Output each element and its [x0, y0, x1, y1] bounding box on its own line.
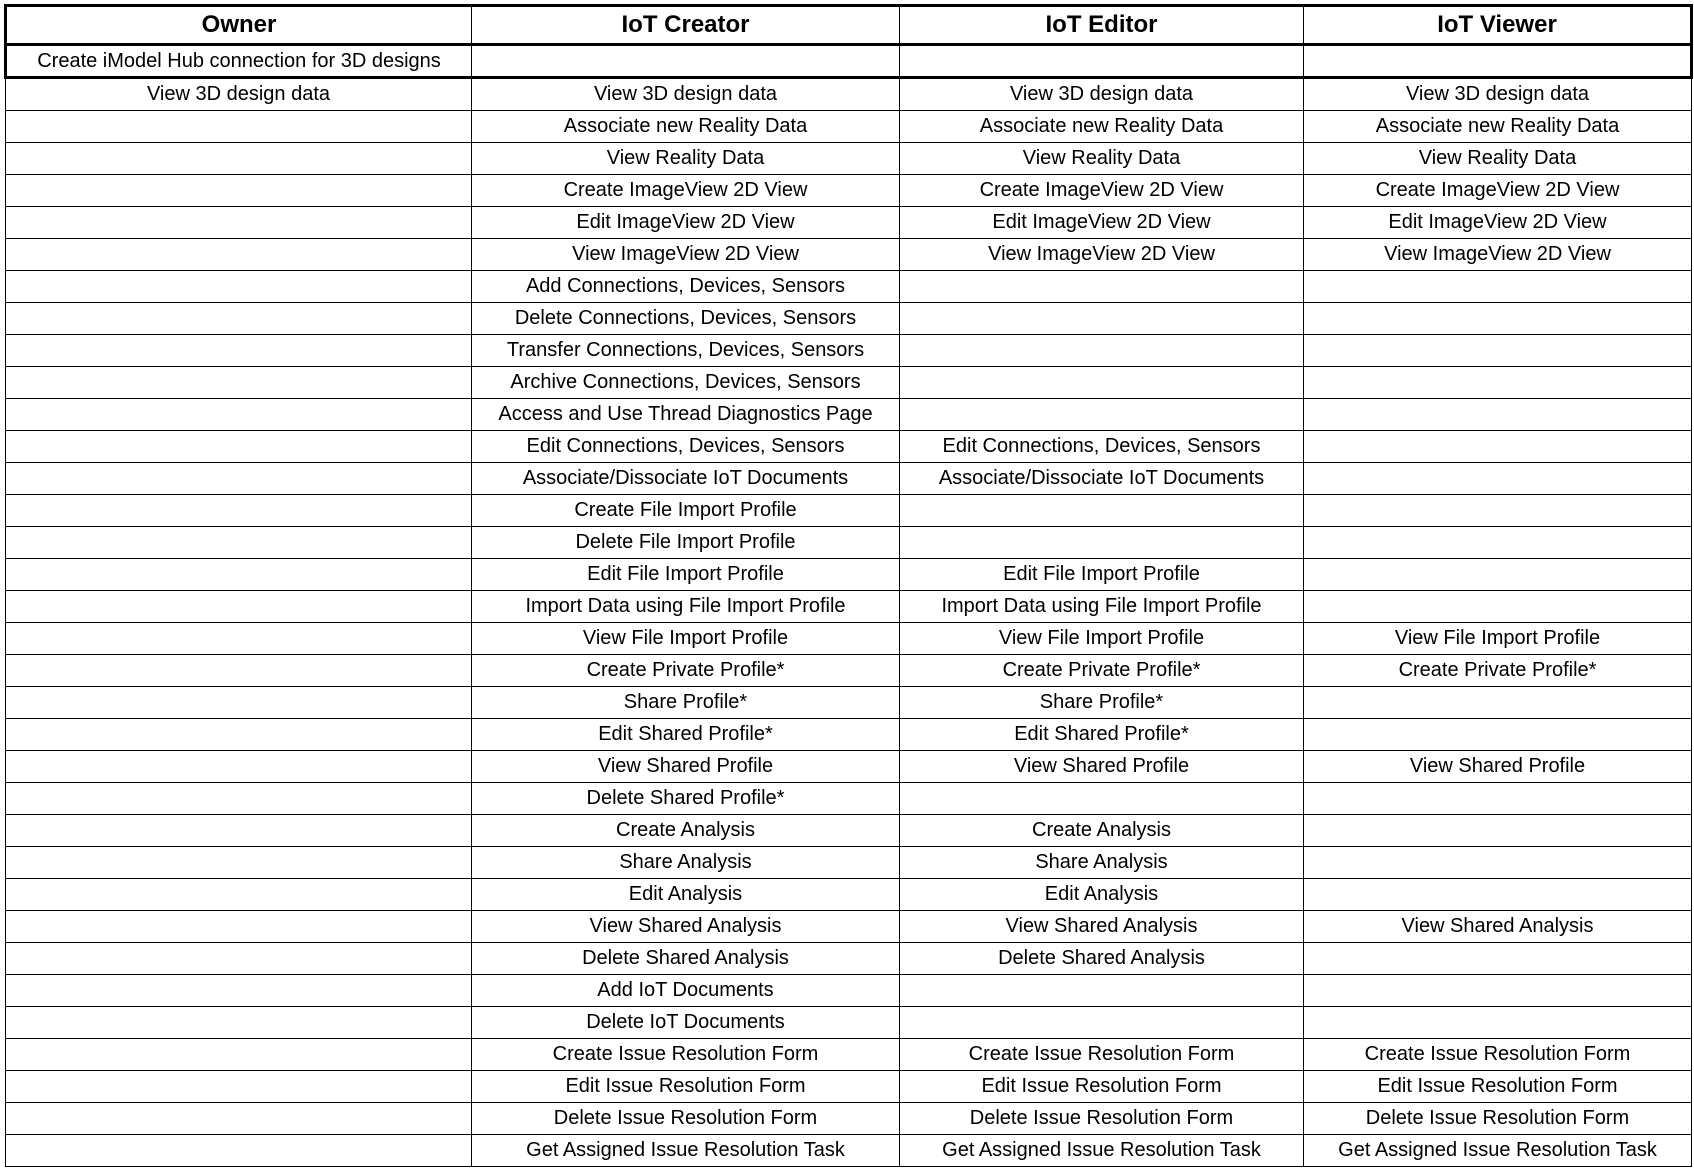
cell-owner — [6, 367, 472, 399]
cell-iot-viewer — [1304, 879, 1692, 911]
cell-iot-viewer — [1304, 559, 1692, 591]
cell-iot-viewer — [1304, 783, 1692, 815]
permissions-table — [4, 4, 1693, 1167]
table-row — [6, 687, 1692, 719]
cell-iot-viewer — [1304, 431, 1692, 463]
table-row — [6, 1103, 1692, 1135]
table-row — [6, 847, 1692, 879]
cell-iot-editor: Associate/Dissociate IoT Documents — [900, 463, 1304, 495]
cell-iot-viewer: Create Issue Resolution Form — [1304, 1039, 1692, 1071]
cell-owner — [6, 1039, 472, 1071]
cell-iot-creator: Delete Shared Analysis — [472, 943, 900, 975]
cell-iot-editor: View ImageView 2D View — [900, 239, 1304, 271]
cell-owner — [6, 975, 472, 1007]
cell-iot-editor: Create Private Profile* — [900, 655, 1304, 687]
cell-iot-creator: Share Analysis — [472, 847, 900, 879]
cell-iot-editor: Get Assigned Issue Resolution Task — [900, 1135, 1304, 1167]
cell-iot-creator: Archive Connections, Devices, Sensors — [472, 367, 900, 399]
cell-iot-viewer — [1304, 847, 1692, 879]
cell-owner — [6, 655, 472, 687]
cell-iot-viewer — [1304, 687, 1692, 719]
cell-iot-creator: Create ImageView 2D View — [472, 175, 900, 207]
table-row — [6, 495, 1692, 527]
cell-owner — [6, 559, 472, 591]
cell-owner — [6, 815, 472, 847]
table-row — [6, 719, 1692, 751]
cell-iot-viewer — [1304, 335, 1692, 367]
cell-iot-viewer — [1304, 367, 1692, 399]
cell-iot-viewer: Get Assigned Issue Resolution Task — [1304, 1135, 1692, 1167]
cell-iot-editor: Create Issue Resolution Form — [900, 1039, 1304, 1071]
cell-owner — [6, 431, 472, 463]
cell-owner — [6, 399, 472, 431]
cell-iot-creator: Access and Use Thread Diagnostics Page — [472, 399, 900, 431]
table-row — [6, 78, 1692, 111]
cell-owner — [6, 495, 472, 527]
cell-iot-creator: View Shared Profile — [472, 751, 900, 783]
cell-iot-editor — [900, 45, 1304, 78]
header-iot-creator: IoT Creator — [472, 6, 900, 45]
cell-iot-creator: Edit File Import Profile — [472, 559, 900, 591]
cell-iot-editor: Import Data using File Import Profile — [900, 591, 1304, 623]
cell-owner — [6, 911, 472, 943]
cell-owner — [6, 1071, 472, 1103]
cell-owner — [6, 943, 472, 975]
cell-iot-viewer: Associate new Reality Data — [1304, 111, 1692, 143]
cell-iot-creator: View 3D design data — [472, 78, 900, 111]
cell-iot-creator: Create Analysis — [472, 815, 900, 847]
cell-owner — [6, 1103, 472, 1135]
cell-iot-viewer: Delete Issue Resolution Form — [1304, 1103, 1692, 1135]
cell-iot-creator: Associate new Reality Data — [472, 111, 900, 143]
header-iot-editor: IoT Editor — [900, 6, 1304, 45]
cell-iot-creator: View File Import Profile — [472, 623, 900, 655]
cell-iot-viewer: View ImageView 2D View — [1304, 239, 1692, 271]
cell-iot-viewer: View Reality Data — [1304, 143, 1692, 175]
table-row — [6, 1007, 1692, 1039]
cell-owner: Create iModel Hub connection for 3D designs — [6, 45, 472, 78]
cell-owner — [6, 623, 472, 655]
table-header — [6, 6, 1692, 45]
cell-iot-viewer — [1304, 463, 1692, 495]
cell-iot-editor: View 3D design data — [900, 78, 1304, 111]
cell-iot-editor: Edit Analysis — [900, 879, 1304, 911]
cell-iot-viewer: Edit ImageView 2D View — [1304, 207, 1692, 239]
cell-iot-creator: Delete IoT Documents — [472, 1007, 900, 1039]
cell-owner — [6, 879, 472, 911]
table-row — [6, 1039, 1692, 1071]
cell-iot-viewer — [1304, 815, 1692, 847]
cell-iot-editor: View Reality Data — [900, 143, 1304, 175]
cell-iot-editor: Delete Issue Resolution Form — [900, 1103, 1304, 1135]
table-row — [6, 335, 1692, 367]
table-row — [6, 911, 1692, 943]
cell-iot-editor — [900, 335, 1304, 367]
cell-iot-editor — [900, 527, 1304, 559]
cell-owner — [6, 335, 472, 367]
table-row — [6, 751, 1692, 783]
cell-iot-editor: Share Analysis — [900, 847, 1304, 879]
table-row — [6, 45, 1692, 78]
cell-owner — [6, 303, 472, 335]
cell-iot-viewer — [1304, 943, 1692, 975]
table-row — [6, 1135, 1692, 1167]
cell-iot-creator: Edit Analysis — [472, 879, 900, 911]
cell-iot-creator: Import Data using File Import Profile — [472, 591, 900, 623]
cell-owner — [6, 1007, 472, 1039]
header-owner: Owner — [6, 6, 472, 45]
cell-owner: View 3D design data — [6, 78, 472, 111]
table-row — [6, 111, 1692, 143]
cell-iot-creator: Edit Issue Resolution Form — [472, 1071, 900, 1103]
table-row — [6, 207, 1692, 239]
cell-iot-creator: Delete Issue Resolution Form — [472, 1103, 900, 1135]
cell-owner — [6, 463, 472, 495]
cell-owner — [6, 527, 472, 559]
cell-owner — [6, 239, 472, 271]
cell-owner — [6, 143, 472, 175]
table-row — [6, 879, 1692, 911]
cell-owner — [6, 175, 472, 207]
table-row — [6, 1071, 1692, 1103]
cell-iot-creator: Edit Shared Profile* — [472, 719, 900, 751]
table-row — [6, 815, 1692, 847]
cell-owner — [6, 271, 472, 303]
cell-iot-creator: Create Issue Resolution Form — [472, 1039, 900, 1071]
table-row — [6, 783, 1692, 815]
cell-iot-creator — [472, 45, 900, 78]
table-body — [6, 45, 1692, 1167]
cell-iot-viewer — [1304, 303, 1692, 335]
table-row — [6, 591, 1692, 623]
cell-iot-creator: Associate/Dissociate IoT Documents — [472, 463, 900, 495]
cell-iot-editor: Create Analysis — [900, 815, 1304, 847]
cell-iot-viewer — [1304, 719, 1692, 751]
cell-owner — [6, 207, 472, 239]
table-row — [6, 143, 1692, 175]
permissions-sheet — [4, 4, 1690, 1167]
table-row — [6, 367, 1692, 399]
cell-iot-creator: Add Connections, Devices, Sensors — [472, 271, 900, 303]
header-row — [6, 6, 1692, 45]
table-row — [6, 623, 1692, 655]
cell-iot-editor: View Shared Profile — [900, 751, 1304, 783]
cell-iot-viewer — [1304, 1007, 1692, 1039]
cell-iot-viewer — [1304, 271, 1692, 303]
cell-iot-editor: Edit ImageView 2D View — [900, 207, 1304, 239]
cell-iot-editor: Associate new Reality Data — [900, 111, 1304, 143]
cell-owner — [6, 847, 472, 879]
cell-iot-editor — [900, 975, 1304, 1007]
cell-iot-viewer — [1304, 975, 1692, 1007]
cell-iot-creator: View Reality Data — [472, 143, 900, 175]
cell-iot-creator: Create Private Profile* — [472, 655, 900, 687]
cell-iot-creator: Share Profile* — [472, 687, 900, 719]
cell-iot-creator: Edit Connections, Devices, Sensors — [472, 431, 900, 463]
table-row — [6, 527, 1692, 559]
header-iot-viewer: IoT Viewer — [1304, 6, 1692, 45]
cell-owner — [6, 783, 472, 815]
cell-iot-viewer: Edit Issue Resolution Form — [1304, 1071, 1692, 1103]
table-row — [6, 399, 1692, 431]
cell-iot-creator: Transfer Connections, Devices, Sensors — [472, 335, 900, 367]
cell-iot-editor: Share Profile* — [900, 687, 1304, 719]
cell-iot-editor: View File Import Profile — [900, 623, 1304, 655]
cell-iot-creator: View ImageView 2D View — [472, 239, 900, 271]
cell-owner — [6, 591, 472, 623]
cell-iot-editor: Create ImageView 2D View — [900, 175, 1304, 207]
cell-iot-editor: Edit Shared Profile* — [900, 719, 1304, 751]
cell-iot-creator: Delete File Import Profile — [472, 527, 900, 559]
cell-owner — [6, 111, 472, 143]
table-row — [6, 943, 1692, 975]
table-row — [6, 431, 1692, 463]
cell-iot-creator: Delete Connections, Devices, Sensors — [472, 303, 900, 335]
cell-iot-creator: View Shared Analysis — [472, 911, 900, 943]
cell-iot-creator: Get Assigned Issue Resolution Task — [472, 1135, 900, 1167]
table-row — [6, 175, 1692, 207]
cell-iot-editor — [900, 399, 1304, 431]
table-row — [6, 239, 1692, 271]
cell-iot-viewer: View File Import Profile — [1304, 623, 1692, 655]
cell-iot-viewer: View Shared Analysis — [1304, 911, 1692, 943]
cell-iot-viewer: View Shared Profile — [1304, 751, 1692, 783]
cell-iot-editor: Delete Shared Analysis — [900, 943, 1304, 975]
table-row — [6, 975, 1692, 1007]
table-row — [6, 303, 1692, 335]
table-row — [6, 463, 1692, 495]
cell-owner — [6, 687, 472, 719]
cell-owner — [6, 719, 472, 751]
cell-iot-viewer — [1304, 527, 1692, 559]
cell-iot-editor: Edit Connections, Devices, Sensors — [900, 431, 1304, 463]
cell-iot-editor — [900, 367, 1304, 399]
cell-iot-viewer: View 3D design data — [1304, 78, 1692, 111]
cell-iot-editor — [900, 271, 1304, 303]
cell-iot-editor: View Shared Analysis — [900, 911, 1304, 943]
cell-iot-editor: Edit File Import Profile — [900, 559, 1304, 591]
cell-iot-viewer — [1304, 45, 1692, 78]
cell-iot-editor — [900, 303, 1304, 335]
cell-iot-editor — [900, 1007, 1304, 1039]
cell-iot-creator: Add IoT Documents — [472, 975, 900, 1007]
table-row — [6, 271, 1692, 303]
cell-iot-editor: Edit Issue Resolution Form — [900, 1071, 1304, 1103]
cell-iot-viewer — [1304, 495, 1692, 527]
cell-iot-viewer: Create ImageView 2D View — [1304, 175, 1692, 207]
cell-owner — [6, 1135, 472, 1167]
table-row — [6, 655, 1692, 687]
table-row — [6, 559, 1692, 591]
cell-iot-viewer — [1304, 399, 1692, 431]
cell-iot-viewer: Create Private Profile* — [1304, 655, 1692, 687]
cell-iot-creator: Delete Shared Profile* — [472, 783, 900, 815]
cell-iot-editor — [900, 783, 1304, 815]
cell-iot-creator: Edit ImageView 2D View — [472, 207, 900, 239]
cell-owner — [6, 751, 472, 783]
cell-iot-viewer — [1304, 591, 1692, 623]
cell-iot-editor — [900, 495, 1304, 527]
cell-iot-creator: Create File Import Profile — [472, 495, 900, 527]
